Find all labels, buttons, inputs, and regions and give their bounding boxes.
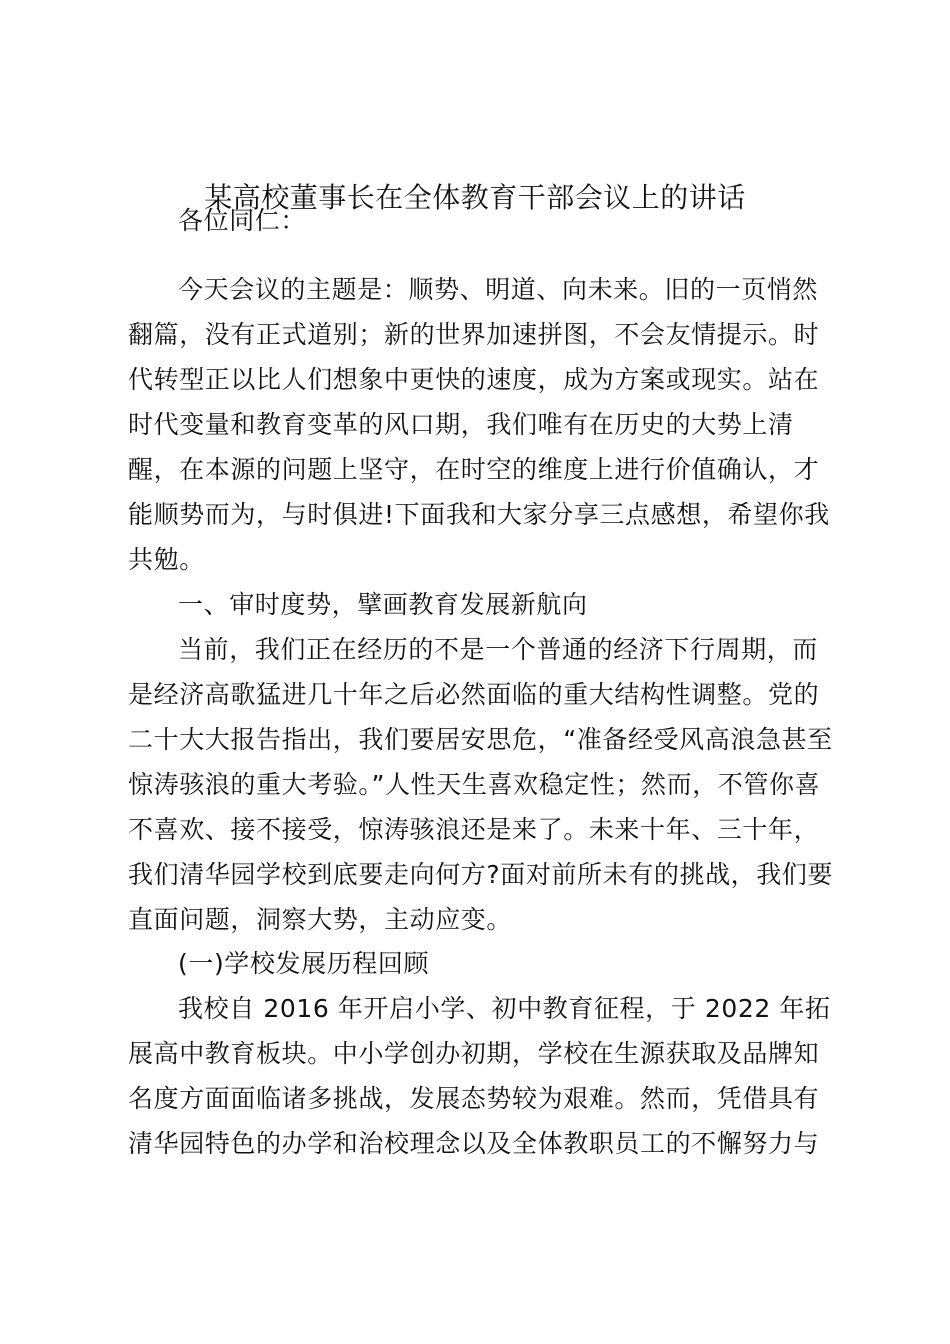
document-title: 某高校董事长在全体教育干部会议上的讲话 xyxy=(204,181,746,214)
paragraph-line: 二十大大报告指出，我们要居安思危，“准备经受风高浪急甚至 xyxy=(128,725,833,754)
salutation: 各位同仁： xyxy=(178,206,307,235)
paragraph-line: 共勉。 xyxy=(128,545,205,574)
subsection-heading: (一)学校发展历程回顾 xyxy=(178,949,430,978)
paragraph-line: 当前，我们正在经历的不是一个普通的经济下行周期，而 xyxy=(178,635,819,664)
paragraph-line: 能顺势而为，与时俱进!下面我和大家分享三点感想，希望你我 xyxy=(128,500,830,529)
paragraph-line: 惊涛骇浪的重大考验。”人性天生喜欢稳定性；然而，不管你喜 xyxy=(128,770,821,799)
paragraph-line: 今天会议的主题是：顺势、明道、向未来。旧的一页悄然 xyxy=(178,275,819,304)
paragraph-line: 直面问题，洞察大势，主动应变。 xyxy=(128,905,513,934)
paragraph-line: 不喜欢、接不接受，惊涛骇浪还是来了。未来十年、三十年， xyxy=(128,815,820,844)
paragraph-line: 翻篇，没有正式道别；新的世界加速拼图，不会友情提示。时 xyxy=(128,320,820,349)
paragraph-line: 名度方面面临诸多挑战，发展态势较为艰难。然而，凭借具有 xyxy=(128,1084,820,1113)
paragraph-line: 我校自 2016 年开启小学、初中教育征程，于 2022 年拓 xyxy=(178,994,831,1023)
paragraph-line: 我们清华园学校到底要走向何方?面对前所未有的挑战，我们要 xyxy=(128,860,834,889)
paragraph-line: 代转型正以比人们想象中更快的速度，成为方案或现实。站在 xyxy=(128,365,820,394)
section-heading: 一、审时度势，擘画教育发展新航向 xyxy=(178,590,588,619)
paragraph-line: 是经济高歌猛进几十年之后必然面临的重大结构性调整。党的 xyxy=(128,680,820,709)
paragraph-line: 展高中教育板块。中小学创办初期，学校在生源获取及品牌知 xyxy=(128,1039,820,1068)
paragraph-line: 清华园特色的办学和治校理念以及全体教职员工的不懈努力与 xyxy=(128,1129,820,1158)
paragraph-line: 时代变量和教育变革的风口期，我们唯有在历史的大势上清 xyxy=(128,410,794,439)
paragraph-line: 醒，在本源的问题上坚守，在时空的维度上进行价值确认，才 xyxy=(128,455,820,484)
